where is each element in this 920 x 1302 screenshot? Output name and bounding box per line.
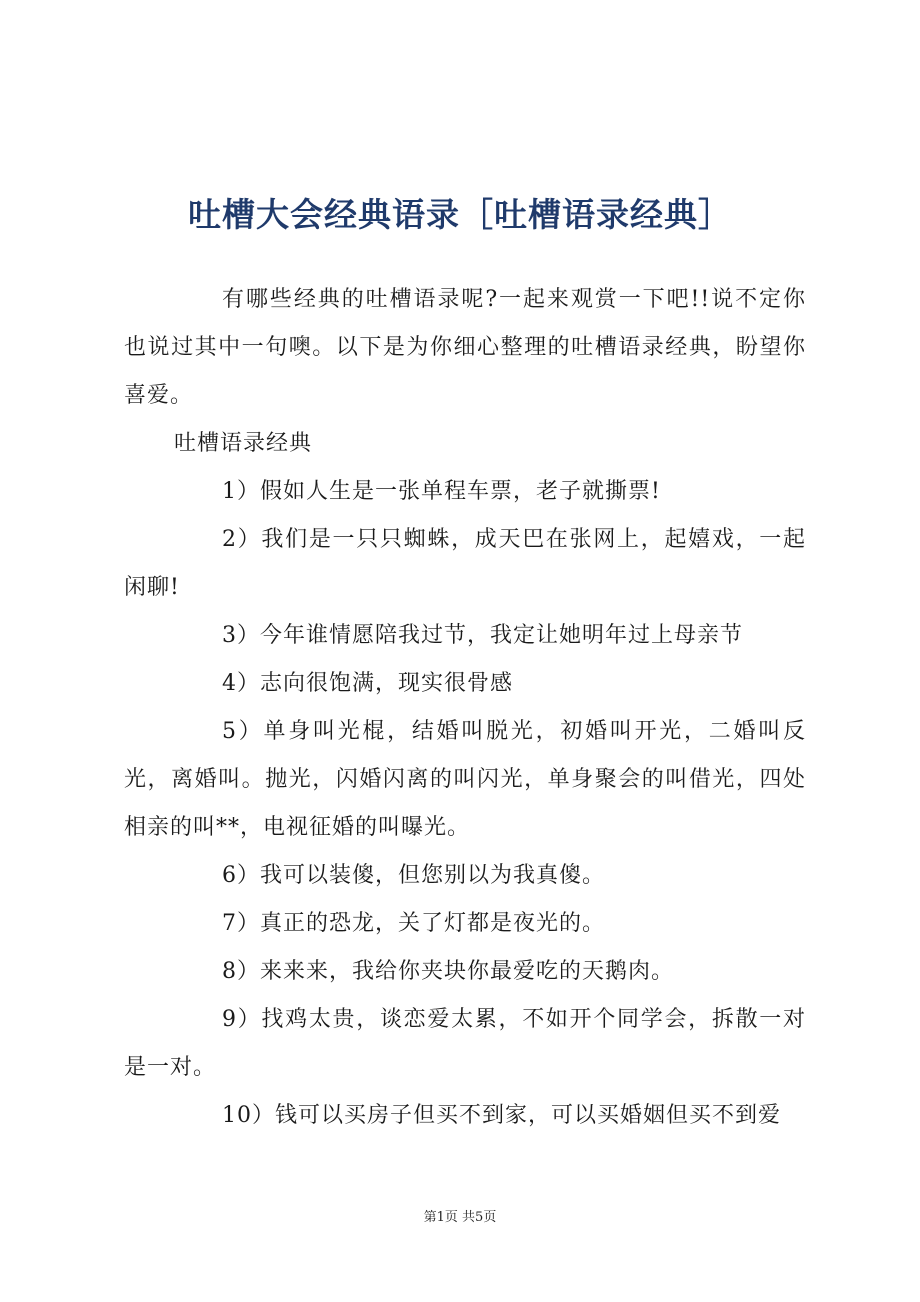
list-item: 2）我们是一只只蜘蛛，成天巴在张网上，起嬉戏，一起闲聊!	[124, 527, 806, 600]
page-footer: 第1页 共5页	[423, 1210, 497, 1225]
intro-paragraph: 有哪些经典的吐槽语录呢?一起来观赏一下吧!!说不定你也说过其中一句噢。以下是为你细心整理的吐槽语录经典，盼望你喜爱。	[124, 287, 806, 408]
list-item: 4）志向很饱满，现实很骨感	[222, 671, 513, 696]
section-heading: 吐槽语录经典	[174, 431, 313, 456]
list-item: 3）今年谁情愿陪我过节，我定让她明年过上母亲节	[222, 623, 743, 648]
list-item: 1）假如人生是一张单程车票，老子就撕票!	[222, 479, 661, 504]
list-item: 8）来来来，我给你夹块你最爱吃的天鹅肉。	[222, 959, 674, 984]
document-body	[124, 276, 806, 1140]
list-item: 6）我可以装傻，但您别以为我真傻。	[222, 863, 605, 888]
list-item: 9）找鸡太贵，谈恋爱太累，不如开个同学会，拆散一对是一对。	[124, 1007, 806, 1080]
list-item: 7）真正的恐龙，关了灯都是夜光的。	[222, 911, 605, 936]
list-item: 5）单身叫光棍，结婚叫脱光，初婚叫开光，二婚叫反光，离婚叫。抛光，闪婚闪离的叫闪光，单身聚会的叫借光，四处相亲的叫**，电视征婚的叫曝光。	[124, 719, 806, 840]
list-item: 10）钱可以买房子但买不到家，可以买婚姻但买不到爱	[222, 1103, 781, 1128]
document-title: 吐槽大会经典语录［吐槽语录经典］	[188, 195, 732, 234]
